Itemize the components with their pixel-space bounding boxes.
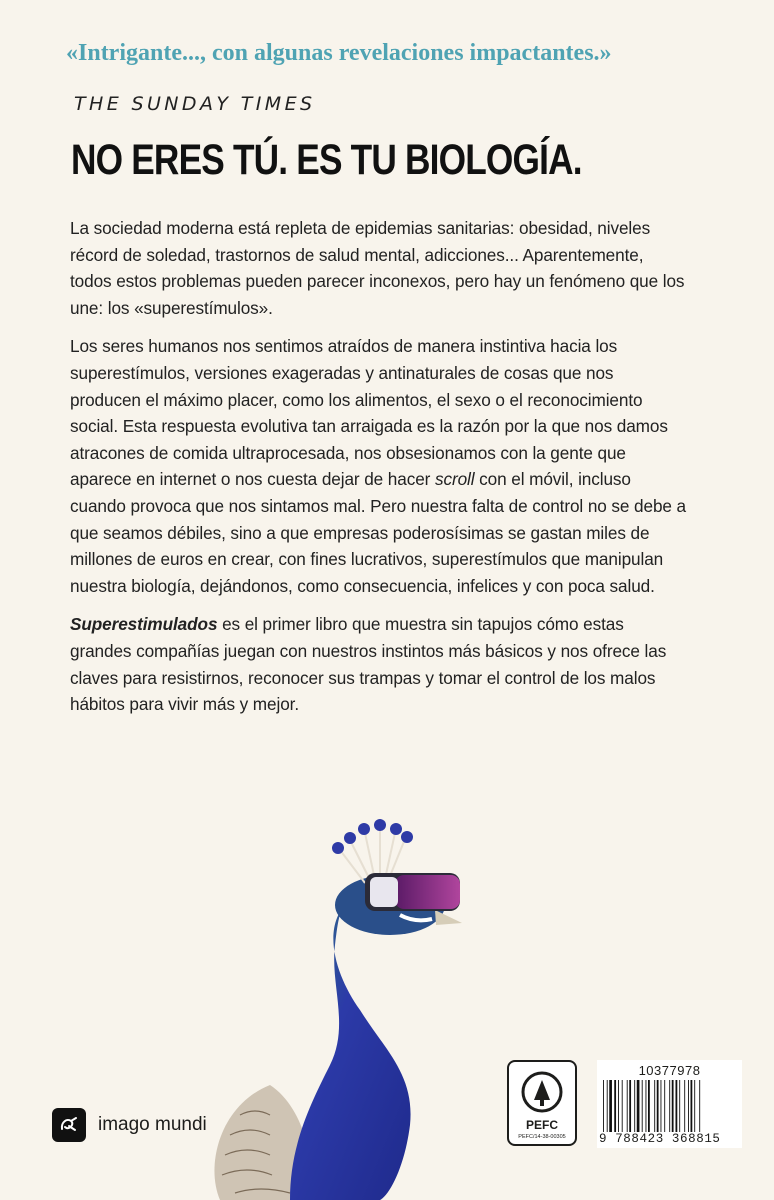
paragraph-2-italic: scroll bbox=[434, 469, 475, 490]
pefc-code: PEFC/14-38-00305 bbox=[518, 1134, 566, 1140]
publisher-logo bbox=[52, 1108, 207, 1142]
paragraph-2-text-a: Los seres humanos nos sentimos atraídos de manera instintiva hacia los superestímulos, versiones exageradas y antinaturales de cosas que nos producen el máximo placer, como los alimentos, el sexo o el reconocimiento social. Esta respuesta evolutiva tan arraigada es la razón por la que nos damos atracones de comida ultraprocesada, nos obsesionamos con la gente que aparece en internet o nos cuesta dejar de hacer bbox=[70, 336, 668, 490]
paragraph-3-text: es el primer libro que muestra sin tapujos cómo estas grandes compañías juegan con nuestros instintos más básicos y nos ofrece las claves para resistirnos, reconocer sus trampas y tomar el control de los malos hábitos para vivir más y mejor. bbox=[70, 614, 667, 715]
paragraph-2 bbox=[70, 333, 688, 599]
barcode-reference: 10377978 bbox=[638, 1063, 701, 1078]
paragraph-3 bbox=[70, 611, 688, 717]
book-title: Superestimulados bbox=[70, 614, 218, 635]
barcode bbox=[597, 1060, 742, 1148]
quote-source: THE SUNDAY TIMES bbox=[74, 93, 316, 115]
barcode-isbn: 9 788423 368815 bbox=[599, 1132, 721, 1146]
publisher-name: imago mundi bbox=[98, 1114, 207, 1135]
pefc-label: PEFC bbox=[525, 1118, 558, 1132]
description bbox=[70, 215, 688, 730]
pefc-tree-icon bbox=[520, 1070, 564, 1114]
pefc-certification bbox=[507, 1060, 577, 1146]
headline: NO ERES TÚ. ES TU BIOLOGÍA. bbox=[71, 136, 582, 184]
paragraph-2-text-b: con el móvil, incluso cuando provoca que nos sintamos mal. Pero nuestra falta de control no se debe a que seamos débiles, sino a que empresas poderosísimas se gastan miles de millones de euros en crear, con fines lucrativos, superestímulos que manipulan nuestra biología, dejándonos, como consecuencia, infelices y con poca salud. bbox=[70, 469, 687, 596]
publisher-icon bbox=[52, 1108, 86, 1142]
barcode-bars bbox=[599, 1080, 740, 1132]
peacock-illustration bbox=[200, 805, 500, 1200]
paragraph-1: La sociedad moderna está repleta de epidemias sanitarias: obesidad, niveles récord de soledad, trastornos de salud mental, adicciones... Aparentemente, todos estos problemas pueden parecer inconexos, pero hay un fenómeno que los une: los «superestímulos». bbox=[70, 218, 685, 318]
review-quote: «Intrigante..., con algunas revelaciones impactantes.» bbox=[66, 40, 612, 66]
